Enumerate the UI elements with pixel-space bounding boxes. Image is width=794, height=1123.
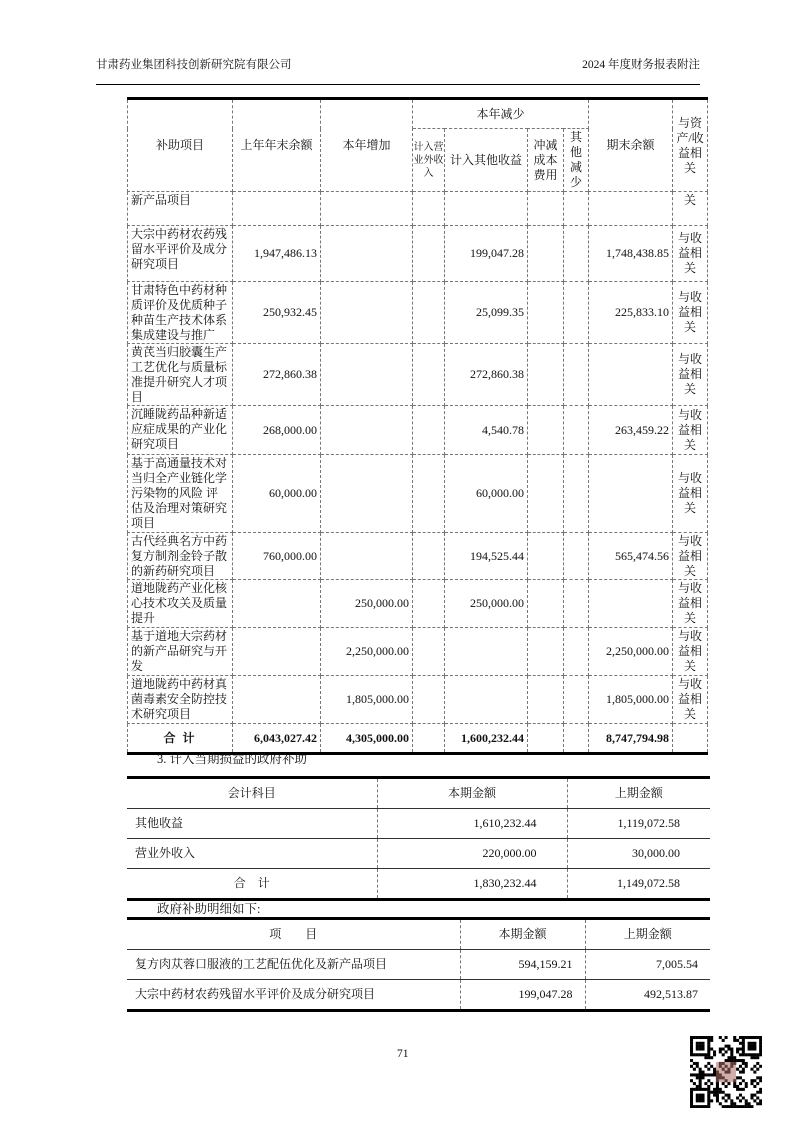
cell-period-end: 263,459.22 — [589, 406, 673, 455]
cell-current-amount: 594,159.21 — [460, 950, 585, 980]
cell-nonop — [413, 282, 445, 344]
cell-nonop — [413, 344, 445, 406]
cell-other-income: 60,000.00 — [445, 455, 528, 533]
cell-current-amount: 199,047.28 — [460, 980, 585, 1011]
table-header-row — [127, 919, 710, 950]
cell-nonop — [413, 455, 445, 533]
cell-offset-cost — [528, 192, 564, 226]
table-row — [127, 950, 710, 980]
cell-prev: 272,860.38 — [233, 344, 321, 406]
col-header-nonoperating-income: 计入营业外收入 — [413, 129, 445, 192]
cell-period-end — [589, 455, 673, 533]
cell-increase — [321, 406, 413, 455]
cell-period-end: 8,747,794.98 — [589, 724, 673, 754]
col-header-increase: 本年增加 — [321, 99, 413, 192]
subsidy-detail-table — [127, 917, 710, 1012]
cell-offset-cost — [528, 628, 564, 676]
cell-project: 黄芪当归胶囊生产工艺优化与质量标准提升研究人才项目 — [128, 344, 233, 406]
table-row — [128, 533, 708, 580]
table-row — [127, 980, 710, 1011]
cell-related: 与收益相关 — [673, 533, 708, 580]
section-title-subsidy-detail: 政府补助明细如下: — [157, 902, 261, 916]
cell-prior-amount: 7,005.54 — [585, 950, 710, 980]
cell-related — [673, 724, 708, 754]
cell-prev: 760,000.00 — [233, 533, 321, 580]
cell-other-decrease — [564, 344, 589, 406]
table-total-row — [127, 869, 710, 900]
cell-related: 与收益相关 — [673, 406, 708, 455]
cell-project: 甘肃特色中药材种质评价及优质种子种苗生产技术体系集成建设与推广 — [128, 282, 233, 344]
cell-related: 与收益相关 — [673, 580, 708, 628]
pl-subsidy-table — [127, 776, 710, 901]
header-rule — [96, 84, 700, 85]
cell-item: 大宗中药材农药残留水平评价及成分研究项目 — [127, 980, 460, 1011]
cell-project: 基于道地大宗药材的新产品研究与开发 — [128, 628, 233, 676]
cell-project: 道地陇药产业化核心技术攻关及质量提升 — [128, 580, 233, 628]
col-header-prev-year-end: 上年年末余额 — [233, 99, 321, 192]
company-name: 甘肃药业集团科技创新研究院有限公司 — [96, 59, 292, 71]
cell-item: 复方肉苁蓉口服液的工艺配伍优化及新产品项目 — [127, 950, 460, 980]
cell-offset-cost — [528, 344, 564, 406]
cell-other-income: 272,860.38 — [445, 344, 528, 406]
table-row — [128, 406, 708, 455]
cell-other-income — [445, 676, 528, 724]
col-header-offset-cost: 冲减成本费用 — [528, 129, 564, 192]
cell-total-label: 合 计 — [127, 869, 377, 900]
col-header-other-decrease: 其他减少 — [564, 129, 589, 192]
cell-prev: 250,932.45 — [233, 282, 321, 344]
col-header-prior-amount: 上期金额 — [567, 778, 710, 809]
table-header-row — [127, 778, 710, 809]
col-header-item: 项 目 — [127, 919, 460, 950]
cell-offset-cost — [528, 226, 564, 282]
cell-nonop — [413, 580, 445, 628]
cell-period-end: 1,805,000.00 — [589, 676, 673, 724]
cell-project: 新产品项目 — [128, 192, 233, 226]
cell-period-end: 2,250,000.00 — [589, 628, 673, 676]
cell-project: 大宗中药材农药残留水平评价及成分研究项目 — [128, 226, 233, 282]
cell-other-decrease — [564, 724, 589, 754]
page-header — [96, 56, 700, 76]
document-title: 2024 年度财务报表附注 — [582, 59, 700, 71]
cell-period-end — [589, 580, 673, 628]
cell-offset-cost — [528, 406, 564, 455]
cell-offset-cost — [528, 533, 564, 580]
cell-period-end — [589, 344, 673, 406]
cell-project: 沉睡陇药品种新适应症成果的产业化研究项目 — [128, 406, 233, 455]
cell-other-decrease — [564, 580, 589, 628]
col-header-account: 会计科目 — [127, 778, 377, 809]
table-row — [128, 282, 708, 344]
cell-other-decrease — [564, 282, 589, 344]
cell-prior-amount: 1,149,072.58 — [567, 869, 710, 900]
cell-project: 道地陇药中药材真菌毒素安全防控技术研究项目 — [128, 676, 233, 724]
col-header-asset-income-related: 与资产/收益相关 — [673, 99, 708, 192]
qr-code — [690, 1036, 762, 1108]
cell-total-label: 合 计 — [128, 724, 233, 754]
cell-prev: 60,000.00 — [233, 455, 321, 533]
cell-increase: 250,000.00 — [321, 580, 413, 628]
cell-nonop — [413, 192, 445, 226]
cell-other-income: 250,000.00 — [445, 580, 528, 628]
cell-related: 与收益相关 — [673, 628, 708, 676]
page-number: 71 — [397, 1048, 409, 1060]
cell-prev: 1,947,486.13 — [233, 226, 321, 282]
cell-related: 与收益相关 — [673, 282, 708, 344]
cell-related: 与收益相关 — [673, 455, 708, 533]
cell-prior-amount: 492,513.87 — [585, 980, 710, 1011]
cell-related: 与收益相关 — [673, 344, 708, 406]
cell-prev — [233, 192, 321, 226]
cell-other-income: 194,525.44 — [445, 533, 528, 580]
table-row — [128, 344, 708, 406]
col-header-prior-amount: 上期金额 — [585, 919, 710, 950]
cell-related: 与收益相关 — [673, 226, 708, 282]
cell-increase — [321, 192, 413, 226]
table-row — [128, 455, 708, 533]
cell-project: 古代经典名方中药复方制剂金铃子散的新药研究项目 — [128, 533, 233, 580]
government-subsidy-table — [127, 97, 708, 755]
cell-nonop — [413, 628, 445, 676]
cell-offset-cost — [528, 676, 564, 724]
cell-other-income: 4,540.78 — [445, 406, 528, 455]
cell-other-decrease — [564, 533, 589, 580]
cell-other-income — [445, 628, 528, 676]
col-header-current-amount: 本期金额 — [460, 919, 585, 950]
col-header-project: 补助项目 — [128, 99, 233, 192]
cell-prev — [233, 628, 321, 676]
cell-offset-cost — [528, 724, 564, 754]
cell-prev: 268,000.00 — [233, 406, 321, 455]
cell-offset-cost — [528, 282, 564, 344]
cell-other-income — [445, 192, 528, 226]
cell-other-income: 1,600,232.44 — [445, 724, 528, 754]
cell-increase — [321, 344, 413, 406]
cell-current-amount: 1,610,232.44 — [377, 809, 567, 839]
table-row — [127, 839, 710, 869]
table-row — [128, 226, 708, 282]
cell-increase: 2,250,000.00 — [321, 628, 413, 676]
col-header-period-end: 期末余额 — [589, 99, 673, 192]
cell-current-amount: 220,000.00 — [377, 839, 567, 869]
cell-account: 营业外收入 — [127, 839, 377, 869]
cell-prev — [233, 676, 321, 724]
cell-other-decrease — [564, 676, 589, 724]
cell-increase — [321, 455, 413, 533]
cell-nonop — [413, 226, 445, 282]
cell-prior-amount: 30,000.00 — [567, 839, 710, 869]
cell-nonop — [413, 406, 445, 455]
col-header-decrease-group: 本年减少 — [413, 99, 589, 129]
table-row — [128, 580, 708, 628]
table-row — [127, 809, 710, 839]
cell-increase — [321, 282, 413, 344]
cell-period-end: 225,833.10 — [589, 282, 673, 344]
cell-period-end: 565,474.56 — [589, 533, 673, 580]
cell-other-decrease — [564, 406, 589, 455]
cell-prev — [233, 580, 321, 628]
table-row — [128, 628, 708, 676]
table-row — [128, 192, 708, 226]
cell-nonop — [413, 676, 445, 724]
cell-project: 基于高通量技术对当归全产业链化学污染物的风险 评估及治理对策研究项目 — [128, 455, 233, 533]
cell-increase: 1,805,000.00 — [321, 676, 413, 724]
cell-other-decrease — [564, 628, 589, 676]
cell-other-decrease — [564, 192, 589, 226]
cell-other-decrease — [564, 455, 589, 533]
cell-increase — [321, 533, 413, 580]
cell-account: 其他收益 — [127, 809, 377, 839]
cell-nonop — [413, 724, 445, 754]
cell-nonop — [413, 533, 445, 580]
cell-prev: 6,043,027.42 — [233, 724, 321, 754]
col-header-current-amount: 本期金额 — [377, 778, 567, 809]
cell-offset-cost — [528, 580, 564, 628]
section-title-pl-subsidy: 3. 计入当期损益的政府补助 — [157, 752, 308, 766]
cell-prior-amount: 1,119,072.58 — [567, 809, 710, 839]
cell-period-end: 1,748,438.85 — [589, 226, 673, 282]
cell-increase — [321, 226, 413, 282]
cell-current-amount: 1,830,232.44 — [377, 869, 567, 900]
cell-related: 关 — [673, 192, 708, 226]
cell-period-end — [589, 192, 673, 226]
cell-other-income: 199,047.28 — [445, 226, 528, 282]
col-header-other-income: 计入其他收益 — [445, 129, 528, 192]
cell-other-income: 25,099.35 — [445, 282, 528, 344]
cell-other-decrease — [564, 226, 589, 282]
cell-related: 与收益相关 — [673, 676, 708, 724]
cell-offset-cost — [528, 455, 564, 533]
cell-increase: 4,305,000.00 — [321, 724, 413, 754]
table-header-row — [128, 99, 708, 129]
table-row — [128, 676, 708, 724]
